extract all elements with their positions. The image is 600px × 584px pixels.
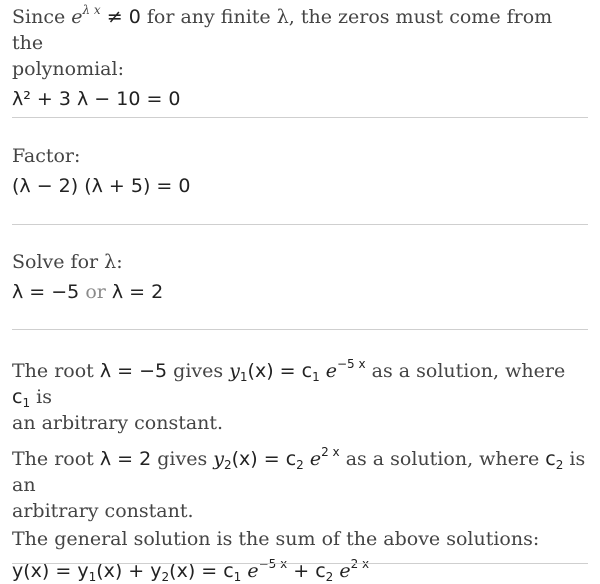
solution-1-line	[12, 358, 588, 410]
solution-2-line	[12, 446, 588, 498]
text-arbitrary-2: arbitrary constant.	[12, 500, 194, 522]
root-value: λ = −5	[99, 360, 168, 382]
subscript: 2	[161, 570, 170, 584]
label-solve	[12, 249, 588, 275]
text-polynomial: polynomial:	[12, 58, 124, 80]
subscript: 1	[233, 570, 242, 584]
subscript: 1	[22, 396, 31, 410]
text-as-solution: as a solution, where	[371, 360, 566, 382]
text-general-solution: The general solution is the sum of the above solutions:	[12, 528, 540, 550]
text-gives: gives	[157, 448, 208, 470]
step-1	[12, 4, 588, 112]
lhs: y(x) = y	[12, 560, 89, 582]
subscript: 2	[223, 458, 232, 472]
subscript: 2	[325, 570, 334, 584]
divider	[12, 329, 588, 330]
plus-c: + c	[293, 560, 326, 582]
subscript: 1	[88, 570, 97, 584]
step-4	[12, 358, 588, 584]
general-solution-equation	[12, 558, 588, 584]
subscript: 2	[555, 458, 564, 472]
root-value: λ = 2	[99, 448, 152, 470]
text-arbitrary-1: an arbitrary constant.	[12, 412, 224, 434]
exp-base: e	[71, 6, 83, 28]
subscript: 2	[296, 458, 304, 472]
lambda-symbol: λ	[276, 6, 289, 28]
text-is: is	[36, 386, 52, 408]
neq-zero: ≠ 0	[106, 6, 141, 28]
y-symbol: y	[229, 360, 240, 382]
constant	[12, 386, 30, 408]
subscript: 1	[239, 370, 248, 384]
divider	[12, 224, 588, 225]
text-the-root: The root	[12, 360, 94, 382]
text-solve-for: Solve for	[12, 251, 99, 273]
step-2	[12, 143, 588, 199]
divider	[12, 563, 588, 564]
text-gives: gives	[173, 360, 224, 382]
characteristic-equation: λ² + 3 λ − 10 = 0	[12, 88, 181, 110]
text-for-any-finite: for any finite	[146, 6, 271, 28]
exp-power: 2 x	[321, 445, 340, 459]
solution-2-expr	[213, 445, 340, 472]
exp-power: 2 x	[350, 557, 370, 571]
text-as-solution: as a solution, where	[345, 448, 540, 470]
exp-base: e	[339, 560, 351, 582]
step-1-text	[12, 4, 588, 56]
colon: :	[116, 251, 123, 273]
lambda-symbol: λ	[104, 251, 117, 273]
step-3	[12, 249, 588, 305]
exp-power: −5 x	[337, 357, 366, 371]
subscript: 1	[312, 370, 320, 384]
exp-base: e	[247, 560, 259, 582]
root-2: λ = 2	[111, 281, 164, 303]
factored-equation: (λ − 2) (λ + 5) = 0	[12, 175, 191, 197]
equals-c: (x) = c	[169, 560, 234, 582]
c-symbol: c	[12, 386, 23, 408]
equals-c: (x) = c	[231, 448, 297, 470]
constant	[545, 448, 563, 470]
divider	[12, 117, 588, 118]
exp-base: e	[309, 448, 322, 470]
exp-base: e	[325, 360, 337, 382]
text-or: or	[85, 281, 106, 303]
equals-c: (x) = c	[247, 360, 313, 382]
roots	[12, 279, 588, 305]
exp-power: −5 x	[258, 557, 288, 571]
label-factor: Factor:	[12, 145, 81, 167]
text-is-an: is an	[12, 448, 586, 496]
y-symbol: y	[213, 448, 224, 470]
root-1: λ = −5	[12, 281, 80, 303]
text-the-root: The root	[12, 448, 94, 470]
plus-y: (x) + y	[96, 560, 162, 582]
text-since: Since	[12, 6, 66, 28]
c-symbol: c	[545, 448, 556, 470]
text-zeros: , the zeros must come from the	[12, 6, 553, 54]
exp-power: λ x	[82, 3, 101, 17]
solution-1-expr	[229, 357, 366, 384]
